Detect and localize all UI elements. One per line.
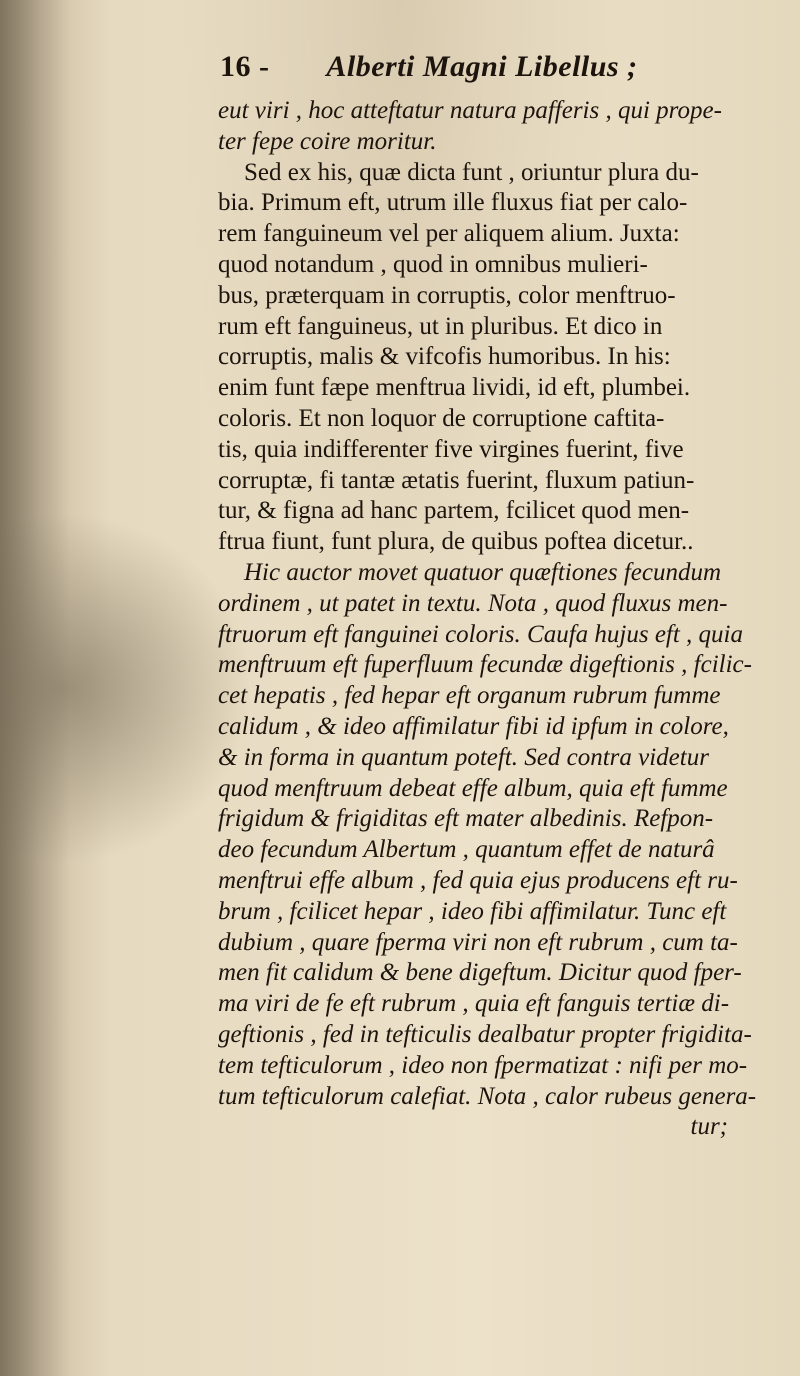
text-line: quod notandum , quod in omnibus mulieri-	[218, 250, 648, 278]
text-line: corruptis, malis & vifcofis humoribus. In his:	[218, 343, 671, 371]
text-line: dubium , quare fperma viri non eft rubrum , cum ta-	[218, 928, 738, 956]
text-line: coloris. Et non loquor de corruptione caftita-	[218, 404, 665, 432]
text-line: & in forma in quantum poteft. Sed contra videtur	[218, 743, 709, 771]
text-line: rum eft fanguineus, ut in pluribus. Et dico in	[218, 312, 663, 340]
running-title: Alberti Magni Libellus ;	[326, 50, 638, 83]
text-line: tum tefticulorum calefiat. Nota , calor rubeus genera-	[218, 1082, 757, 1110]
text-line: corruptæ, fi tantæ ætatis fuerint, fluxum patiun-	[218, 466, 695, 494]
text-line: ordinem , ut patet in textu. Nota , quod fluxus men-	[218, 589, 728, 617]
text-line: ftrua fiunt, funt plura, de quibus poftea dicetur..	[218, 528, 694, 556]
text-line: tis, quia indifferenter five virgines fuerint, five	[218, 435, 684, 463]
page-number: 16 -	[220, 50, 270, 83]
text-line: quod menftruum debeat effe album, quia eft fumme	[218, 774, 728, 802]
text-line: Sed ex his, quæ dicta funt , oriuntur plura du-	[244, 158, 699, 186]
text-line: geftionis , fed in tefticulis dealbatur propter frigidita-	[218, 1020, 752, 1048]
text-line: menftruum eft fuperfluum fecundæ digeftionis , fcilic-	[218, 651, 752, 679]
text-line: rem fanguineum vel per aliquem alium. Juxta:	[218, 220, 680, 248]
text-line: ma viri de fe eft rubrum , quia eft fanguis tertiæ di-	[218, 990, 730, 1018]
text-line: ter fepe coire moritur.	[218, 127, 437, 155]
text-line: menftrui effe album , fed quia ejus producens eft ru-	[218, 866, 738, 894]
text-line: eut viri , hoc atteftatur natura pafferis , qui prope-	[218, 97, 722, 124]
text-line: men fit calidum & bene digeftum. Dicitur quod fper-	[218, 959, 742, 987]
text-line: deo fecundum Albertum , quantum effet de naturâ	[218, 836, 715, 864]
text-line: tur;	[690, 1113, 728, 1141]
text-line: frigidum & frigiditas eft mater albedinis. Refpon-	[218, 805, 714, 833]
page-gutter-shadow	[0, 0, 70, 1376]
text-line: bus, præterquam in corruptis, color menftruo-	[218, 281, 676, 309]
text-line: tem tefticulorum , ideo non fpermatizat : nifi per mo-	[218, 1051, 748, 1079]
text-line: ftruorum eft fanguinei coloris. Caufa hujus eft , quia	[218, 620, 743, 648]
running-header	[220, 50, 740, 100]
body-text	[218, 96, 758, 1143]
text-line: calidum , & ideo affimilatur fibi id ipfum in colore,	[218, 712, 729, 740]
text-line: bia. Primum eft, utrum ille fluxus fiat per calo-	[218, 189, 688, 217]
text-line: tur, & figna ad hanc partem, fcilicet quod men-	[218, 497, 690, 525]
text-line: cet hepatis , fed hepar eft organum rubrum fumme	[218, 682, 721, 710]
text-line: brum , fcilicet hepar , ideo fibi affimilatur. Tunc eft	[218, 897, 727, 925]
text-line: Hic auctor movet quatuor quæftiones fecundum	[244, 558, 722, 586]
text-line: enim funt fæpe menftrua lividi, id eft, plumbei.	[218, 374, 691, 402]
